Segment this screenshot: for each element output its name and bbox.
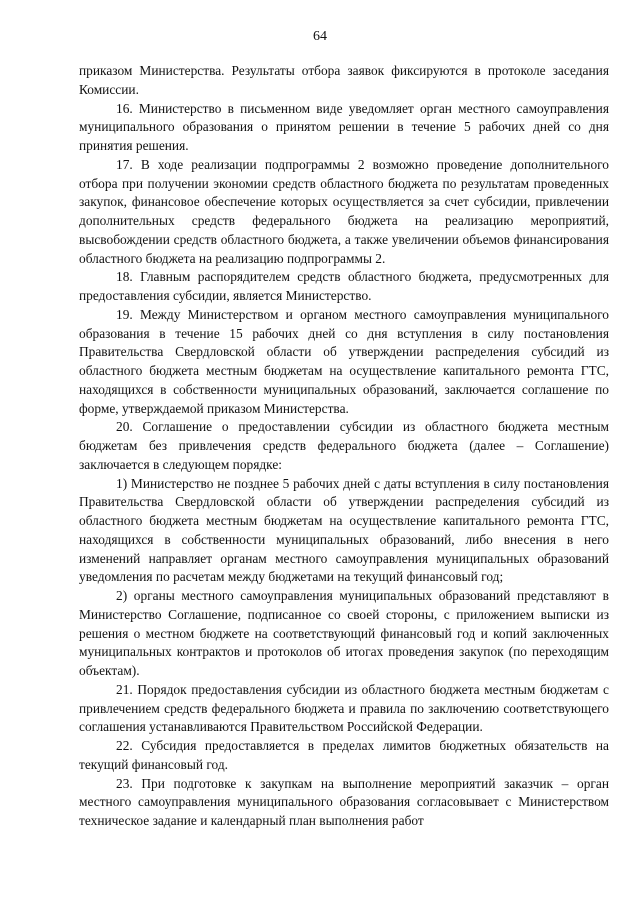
paragraph-23: 23. При подготовке к закупкам на выполнение мероприятий заказчик – орган местного самоуправления муниципального образования согласовывает с Министерством техническое задание и календарный план выполнения работ [79,775,609,828]
paragraph-18: 18. Главным распорядителем средств областного бюджета, предусмотренных для предоставления субсидии, является Министерство. [79,269,609,303]
paragraph-21: 21. Порядок предоставления субсидии из областного бюджета местным бюджетам с привлечением средств федерального бюджета и правила по заключению соответствующего соглашения устанавливаются Правительством Российской Федерации. [79,681,609,735]
paragraph-17: 17. В ходе реализации подпрограммы 2 возможно проведение дополнительного отбора при получении экономии средств областного бюджета по результатам проведенных закупок, финансовое обеспечение которых осуществляется за счет субсидии, привлечении дополнительных средств федерального бюджета на реализацию мероприятий, высвобождении средств областного бюджета, а также увеличении объемов финансирования областного бюджета на реализацию подпрограммы 2. [79,156,609,266]
paragraph-22: 22. Субсидия предоставляется в пределах лимитов бюджетных обязательств на текущий финансовый год. [79,738,609,772]
paragraph-20-item-1: 1) Министерство не позднее 5 рабочих дней с даты вступления в силу постановления Правительства Свердловской области об утверждении распределения субсидий из областного бюджета местным бюджетам на осуществление капитального ремонта ГТС, находящихся в собственности муниципальных образований, либо внесения в него изменений направляет органам местного самоуправления муниципальных образований уведомления по расчетам между бюджетами на текущий финансовый год; [79,475,609,585]
paragraph-20-item-2: 2) органы местного самоуправления муниципальных образований представляют в Министерство Соглашение, подписанное со своей стороны, с приложением выписки из решения о местном бюджете на соответствующий финансовый год и копий заключенных муниципальных контрактов и протоколов об итогах проведения закупок (по переходящим объектам). [79,588,609,678]
paragraph-19: 19. Между Министерством и органом местного самоуправления муниципального образования в течение 15 рабочих дней со дня вступления в силу постановления Правительства Свердловской области об утверждении распределения субсидий из областного бюджета местным бюджетам на осуществление капитального ремонта ГТС, находящихся в собственности муниципальных образований, заключается соглашение по форме, утверждаемой приказом Министерства. [79,306,609,416]
document-body [79,62,609,831]
paragraph-16: 16. Министерство в письменном виде уведомляет орган местного самоуправления муниципального образования о принятом решении в течение 5 рабочих дней со дня принятия решения. [79,100,609,153]
paragraph-continuation: приказом Министерства. Результаты отбора заявок фиксируются в протоколе заседания Комиссии. [79,63,609,97]
page-number: 64 [313,29,327,44]
paragraph-20: 20. Соглашение о предоставлении субсидии из областного бюджета местным бюджетам без привлечения средств федерального бюджета (далее – Соглашение) заключается в следующем порядке: [79,419,609,472]
